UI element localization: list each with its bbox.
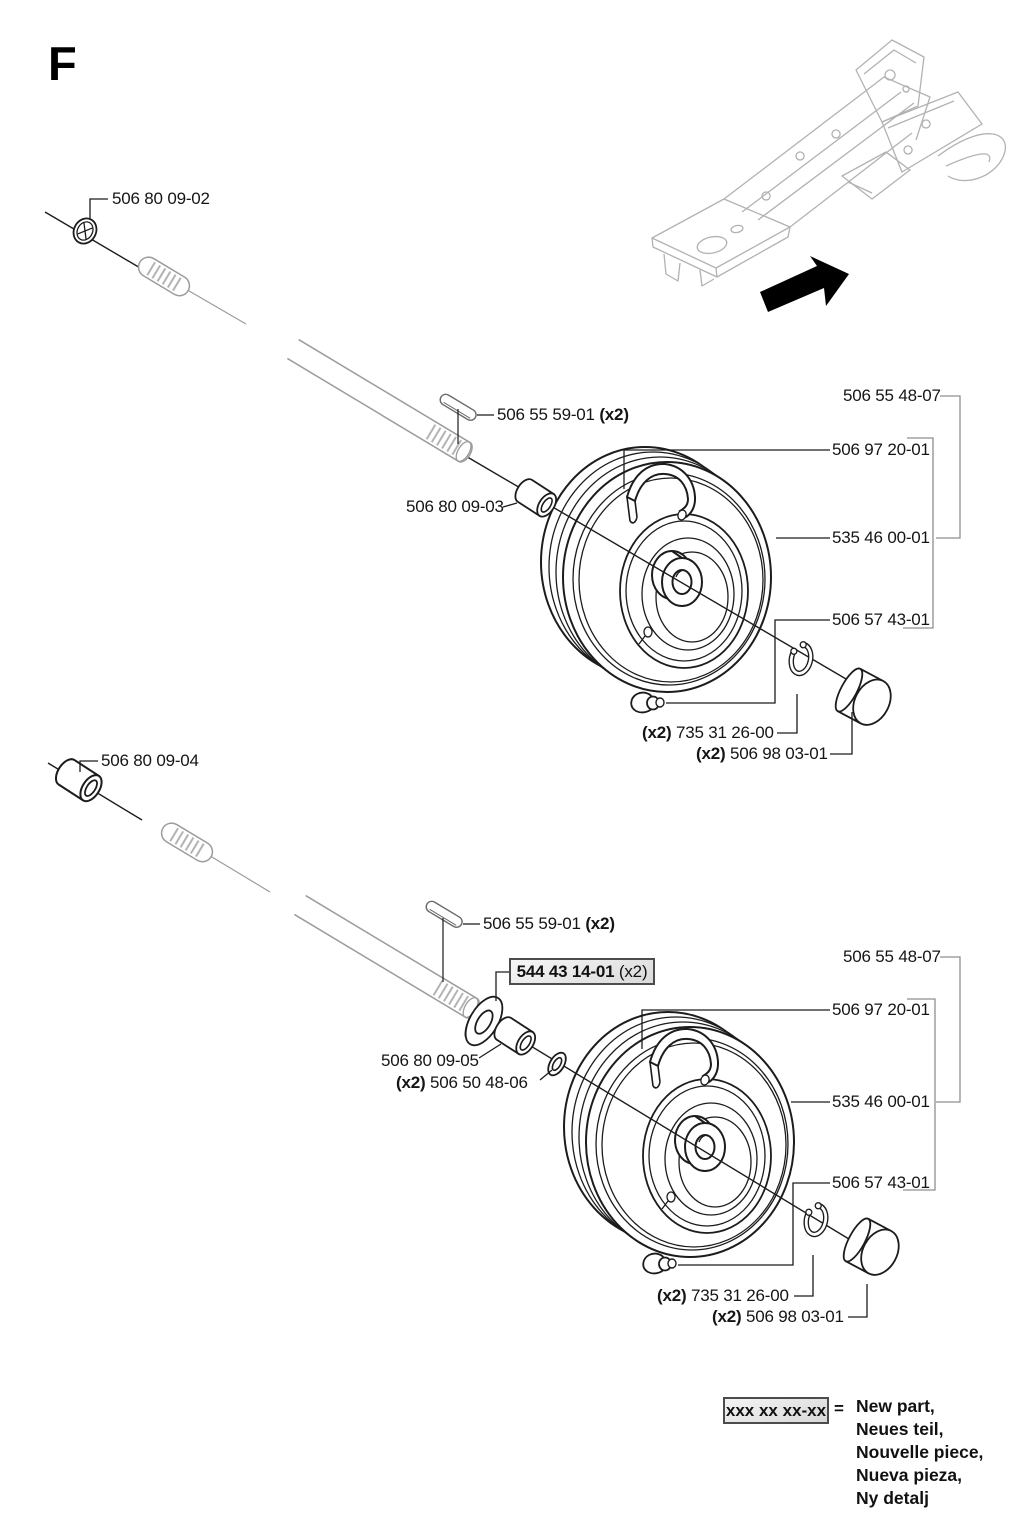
legend-equals: = — [834, 1399, 844, 1418]
legend-line: New part, — [856, 1396, 935, 1416]
label-wheel: 535 46 00-01 — [832, 1092, 930, 1111]
snap-ring-drawing — [787, 640, 814, 676]
label-hub-cap: (x2) 506 98 03-01 — [696, 744, 828, 763]
label-snap-ring: (x2) 735 31 26-00 — [657, 1286, 789, 1305]
wheel-drawing — [541, 447, 771, 692]
label-hub-cap: (x2) 506 98 03-01 — [712, 1307, 844, 1326]
legend-line: Neues teil, — [856, 1419, 944, 1439]
label-snap-ring: (x2) 735 31 26-00 — [642, 723, 774, 742]
legend-line: Nueva pieza, — [856, 1465, 963, 1485]
wheel-assembly-bottom — [48, 755, 960, 1317]
hub-cap-drawing — [831, 665, 899, 731]
chassis-inset-drawing — [652, 40, 1005, 286]
axle-stub-drawing — [158, 819, 216, 865]
label-valve: 506 57 43-01 — [832, 610, 930, 629]
direction-arrow — [760, 256, 849, 312]
label-wheel: 535 46 00-01 — [832, 528, 930, 547]
label-key: 506 55 59-01 (x2) — [497, 405, 629, 424]
leader-lines — [90, 199, 852, 754]
legend-meanings — [856, 1395, 983, 1510]
label-valve: 506 57 43-01 — [832, 1173, 930, 1192]
bracket-lines — [903, 396, 960, 628]
label-small-washer: (x2) 506 50 48-06 — [396, 1073, 528, 1092]
outer-bushing-drawing — [52, 755, 106, 804]
label-wheel-assembly: 506 55 48-07 — [843, 947, 941, 966]
bracket-lines — [903, 957, 960, 1190]
legend-code-box: xxx xx xx-xx — [723, 1397, 829, 1424]
label-outer-bushing: 506 80 09-04 — [101, 751, 199, 770]
label-axle-washer: 506 80 09-02 — [112, 189, 210, 208]
figure-letter: F — [48, 37, 77, 90]
valve-drawing — [643, 1254, 676, 1274]
label-bushing: 506 80 09-03 — [406, 497, 504, 516]
label-wheel-assembly: 506 55 48-07 — [843, 386, 941, 405]
legend-line: Nouvelle piece, — [856, 1442, 984, 1462]
hub-cap-drawing — [839, 1215, 907, 1281]
label-tread: 506 97 20-01 — [832, 1000, 930, 1019]
key-drawing — [424, 899, 464, 929]
label-key: 506 55 59-01 (x2) — [483, 914, 615, 933]
label-bushing: 506 80 09-05 — [381, 1051, 479, 1070]
label-tread: 506 97 20-01 — [832, 440, 930, 459]
label-new-part-boxed: 544 43 14-01 (x2) — [509, 958, 655, 985]
axle-stub-drawing — [135, 253, 193, 299]
valve-drawing — [631, 693, 664, 713]
wheel-drawing — [564, 1012, 794, 1257]
legend-line: Ny detalj — [856, 1488, 929, 1508]
small-washer-drawing — [545, 1050, 570, 1079]
